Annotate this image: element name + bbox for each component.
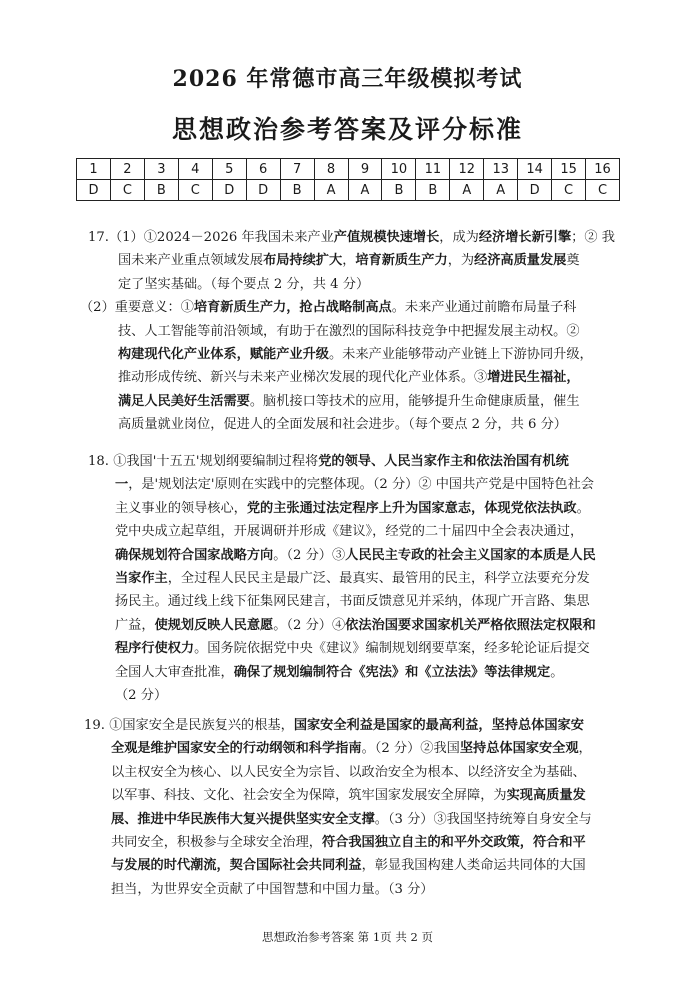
- answer-cell: A: [314, 180, 348, 201]
- q19-key-point: 符合我国独立自主的和平外交政策，符合和平: [322, 835, 586, 851]
- q17-text: 推动形成传统、新兴与未来产业梯次发展的现代化产业体系。③: [118, 370, 488, 386]
- answer-cell: C: [552, 180, 586, 201]
- answer-cell: A: [484, 180, 518, 201]
- answer-cell: C: [178, 180, 212, 201]
- q17-line-2: [88, 249, 628, 272]
- q17-key-point: 培育新质生产力: [355, 253, 448, 269]
- q18-key-point: 确保了规划编制符合《宪法》和《立法法》等法律规定: [233, 664, 551, 680]
- question-number-cell: 6: [246, 159, 280, 180]
- q18-text: 主义事业的领导核心，: [115, 500, 247, 516]
- question-number-cell: 2: [110, 159, 144, 180]
- q18-key-point: 党的领导、人民当家作主和依法治国有机统: [318, 454, 569, 469]
- q17-key-point: 产值规模快速增长: [333, 230, 440, 245]
- q18-key-point: 人民民主专政的社会主义国家的本质是人民: [345, 547, 596, 563]
- q18-key-point: 程序行使权力: [115, 641, 195, 657]
- q17-line-7: [88, 366, 628, 389]
- question-18: [88, 450, 628, 707]
- q18-line-10: [88, 661, 628, 684]
- question-number-cell: 3: [144, 159, 178, 180]
- q19-key-point: 展、推进中华民族伟大复兴提供坚实安全支撑: [111, 811, 375, 827]
- q19-key-point: 与发展的时代潮流，契合国际社会共同利益: [111, 858, 362, 874]
- answer-cell: D: [77, 180, 111, 201]
- q17-text: ，为: [447, 253, 475, 269]
- q17-text: ，: [342, 253, 356, 269]
- question-number-cell: 12: [450, 159, 484, 180]
- q18-line-6: [88, 567, 628, 590]
- answer-letter-row: [77, 180, 620, 201]
- answer-cell: D: [518, 180, 552, 201]
- q17-line-3: 定了坚实基础。（每个要点 2 分，共 4 分）: [118, 276, 370, 292]
- q19-number: 19.: [84, 718, 105, 733]
- multiple-choice-answer-table: [76, 158, 620, 201]
- q19-line-8: 担当，为世界安全贡献了中国智慧和中国力量。（3 分）: [111, 881, 434, 897]
- q18-line-1: [88, 450, 628, 473]
- question-number-cell: 9: [348, 159, 382, 180]
- question-number-row: [77, 159, 620, 180]
- question-number-cell: 8: [314, 159, 348, 180]
- q19-key-point: 实现高质量发: [506, 788, 586, 804]
- q19-text: ，: [578, 741, 592, 757]
- question-number-cell: 4: [178, 159, 212, 180]
- q19-text: ①国家安全是民族复兴的根基，: [109, 718, 294, 733]
- q18-key-point: 党的主张通过法定程序上升为国家意志，体现党依法执政: [246, 500, 577, 516]
- question-number-cell: 13: [484, 159, 518, 180]
- q18-key-point: 使规划反映人民意愿: [154, 617, 274, 633]
- q19-line-3: 以主权安全为核心、以人民安全为宗旨、以政治安全为根本、以经济安全为基础、: [111, 764, 586, 780]
- q18-line-3: [88, 497, 628, 520]
- answer-cell: B: [280, 180, 314, 201]
- answer-cell: B: [144, 180, 178, 201]
- question-number-cell: 10: [382, 159, 416, 180]
- q19-text: 。（3 分）③我国坚持统筹自身安全与: [374, 811, 592, 827]
- q18-line-5: [88, 544, 628, 567]
- q17-text: 。未来产业能够带动产业链上下游协同升级，: [329, 347, 593, 363]
- question-17: [80, 226, 628, 437]
- q19-line-2: [84, 737, 628, 760]
- q19-line-6: [84, 831, 628, 854]
- q19-key-point: 坚持总体国家安全观: [459, 741, 579, 757]
- answer-cell: C: [586, 180, 620, 201]
- question-number-cell: 14: [518, 159, 552, 180]
- q19-key-point: 全观是维护国家安全的行动纲领和科学指南: [111, 741, 362, 757]
- q18-text: 。国务院依据党中央《建议》编制规划纲要草案，经多轮论证后提交: [194, 641, 590, 657]
- q19-line-7: [84, 854, 628, 877]
- q18-text: 广益，: [115, 617, 155, 633]
- q17-text: ①2024－2026 年我国未来产业: [143, 230, 334, 245]
- q17-text: 。未来产业通过前瞻布局量子科: [391, 300, 577, 316]
- q18-key-point: 依法治国要求国家机关严格依照法定权限和: [345, 617, 596, 633]
- q19-line-5: [84, 808, 628, 831]
- q19-text: 。（2 分）②我国: [361, 741, 460, 757]
- q17-key-point: 构建现代化产业体系，赋能产业升级: [118, 347, 329, 363]
- q19-line-4: [84, 784, 628, 807]
- q18-line-2: [88, 473, 628, 496]
- q19-text: ，彰显我国构建人类命运共同体的大国: [361, 858, 586, 874]
- question-number-cell: 16: [586, 159, 620, 180]
- q17-key-point: 满足人民美好生活需要: [118, 393, 250, 409]
- q17-line-9: 高质量就业岗位，促进人的全面发展和社会进步。（每个要点 2 分，共 6 分）: [118, 417, 567, 433]
- q17-part2-label: （2）: [80, 300, 115, 316]
- q17-text: 奠: [566, 253, 580, 269]
- answer-key-subtitle: 思想政治参考答案及评分标准: [171, 115, 523, 144]
- question-number-cell: 15: [552, 159, 586, 180]
- answer-cell: C: [110, 180, 144, 201]
- q19-text: 以军事、科技、文化、社会安全为保障，筑牢国家发展安全屏障，为: [111, 788, 507, 804]
- question-number-cell: 1: [77, 159, 111, 180]
- q18-line-7: 扬民主。通过线上线下征集网民建言，书面反馈意见并采纳，体现广开言路、集思: [115, 594, 590, 610]
- q17-line-5: 技、人工智能等前沿领域，有助于在激烈的国际科技竞争中把握发展主动权。②: [118, 323, 580, 339]
- q17-line-8: [88, 390, 628, 413]
- q17-text: ；② 我: [571, 230, 615, 245]
- q18-line-9: [88, 637, 628, 660]
- q18-text: 。（2 分）③: [273, 547, 346, 563]
- q18-key-point: 当家作主: [115, 571, 168, 587]
- q18-text: 。（2 分）④: [273, 617, 346, 633]
- q18-text: 全国人大审查批准，: [115, 664, 234, 680]
- q17-text: 国未来产业重点领域发展: [118, 253, 264, 269]
- question-number-cell: 7: [280, 159, 314, 180]
- q17-text: ，成为: [439, 230, 479, 245]
- q18-line-11: （2 分）: [115, 688, 168, 704]
- answer-cell: A: [450, 180, 484, 201]
- q17-line-1: [88, 226, 628, 249]
- answer-cell: B: [416, 180, 450, 201]
- q17-key-point: 经济高质量发展: [474, 253, 567, 269]
- q19-text: 共同安全，积极参与全球安全治理，: [111, 835, 322, 851]
- q18-key-point: 确保规划符合国家战略方向: [115, 547, 274, 563]
- answer-cell: D: [246, 180, 280, 201]
- q17-line-6: [88, 343, 628, 366]
- q18-text: ①我国'十五五'规划纲要编制过程将: [113, 454, 319, 469]
- question-number-cell: 11: [416, 159, 450, 180]
- answer-cell: B: [382, 180, 416, 201]
- q17-part1-label: （1）: [108, 230, 144, 245]
- q19-line-1: [84, 714, 628, 737]
- q17-text: 。脑机接口等技术的应用，能够提升生命健康质量，催生: [249, 393, 580, 409]
- page-footer: 思想政治参考答案 第 1页 共 2 页: [262, 930, 433, 944]
- q18-text: ，是'规划法定'原则在实践中的完整体现。（2 分）② 中国共产党是中国特色社会: [128, 477, 594, 493]
- exam-title: 2026 年常德市高三年级模拟考试: [172, 66, 523, 92]
- answer-cell: A: [348, 180, 382, 201]
- q18-number: 18.: [88, 454, 109, 469]
- q17-key-point: 经济增长新引擎: [478, 230, 572, 245]
- q17-text: 重要意义：①: [114, 300, 194, 316]
- q17-key-point: 布局持续扩大: [263, 253, 343, 269]
- q18-text: ，全过程人民民主是最广泛、最真实、最管用的民主，科学立法要充分发: [167, 571, 590, 587]
- q19-key-point: 国家安全利益是国家的最高利益，坚持总体国家安: [293, 718, 584, 733]
- q17-number: 17.: [88, 230, 109, 245]
- q18-text: 。: [576, 500, 590, 516]
- answer-cell: D: [212, 180, 246, 201]
- q17-line-4: [80, 296, 628, 319]
- q18-line-4: 党中央成立起草组，开展调研并形成《建议》，经党的二十届四中全会表决通过，: [115, 524, 584, 540]
- question-19: [84, 714, 628, 901]
- q17-key-point: 增进民生福祉，: [487, 370, 580, 386]
- q17-key-point: 培育新质生产力，抢占战略制高点: [193, 300, 392, 316]
- q18-key-point: 一: [115, 477, 129, 493]
- q18-text: 。: [550, 664, 564, 680]
- question-number-cell: 5: [212, 159, 246, 180]
- q18-line-8: [88, 614, 628, 637]
